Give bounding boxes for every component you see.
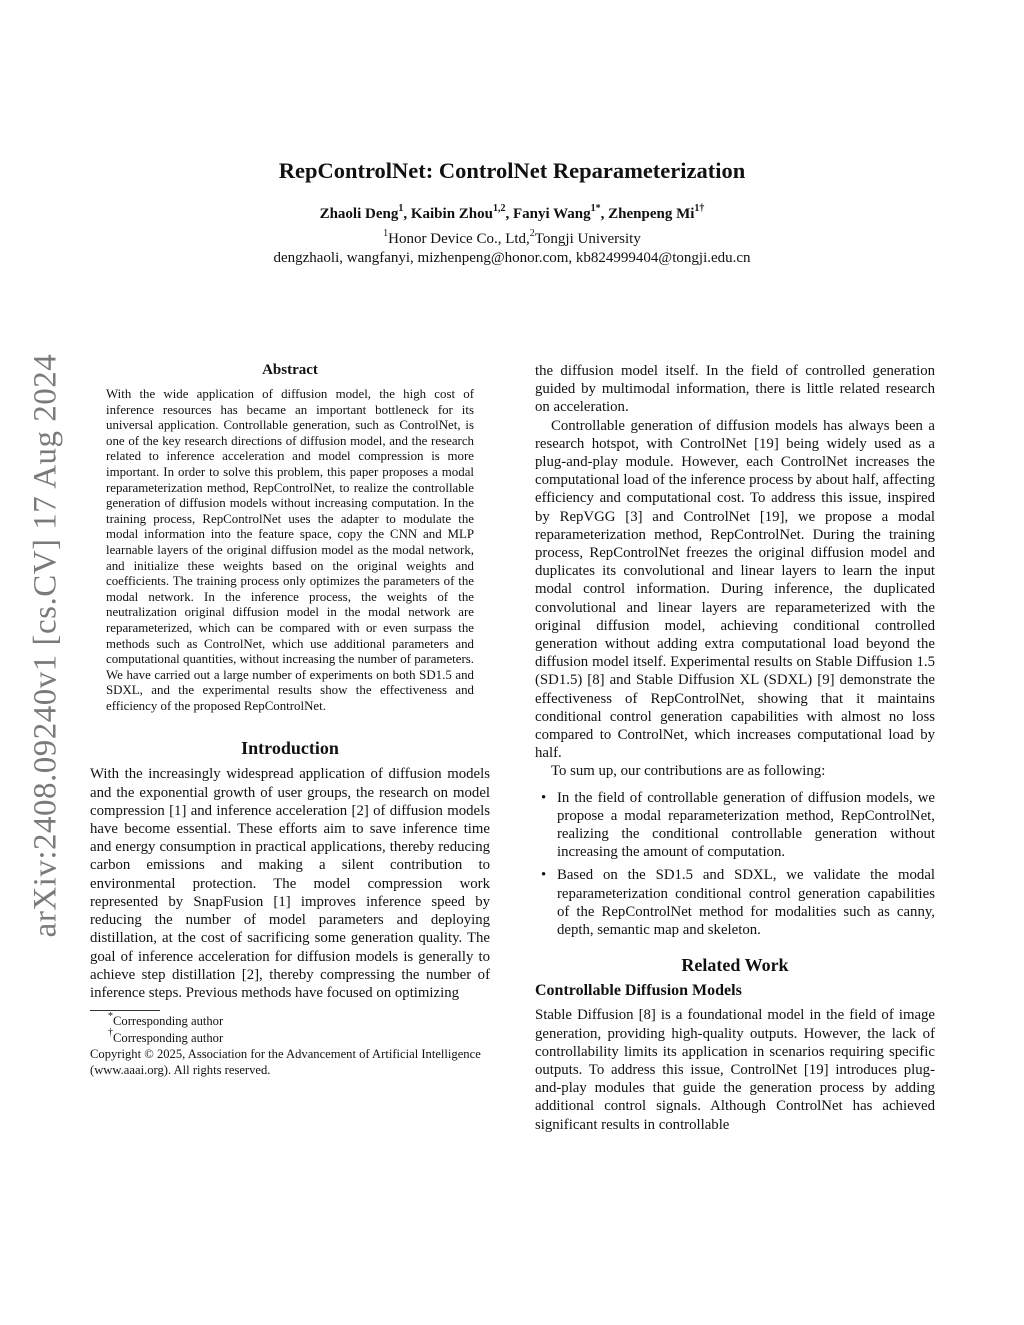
author-emails: dengzhaoli, wangfanyi, mizhenpeng@honor.com, kb824999404@tongji.edu.cn [273,250,751,266]
footnote-text: Corresponding author [113,1014,224,1029]
author-name: Kaibin Zhou [410,206,493,222]
body-paragraph: Controllable generation of diffusion models has always been a research hotspot, with ControlNet [19] being widely used as a plug-and-play module. However, each ControlNet increases the computational load of the inference process by about half, affecting efficiency and computational cost. To address this issue, inspired by RepVGG [3] and ControlNet [19], we propose a modal reparameterization method, RepControlNet. During the training process, RepControlNet freezes the original diffusion model and duplicates its convolutional and linear layers to learn the input modal control information. During inference, the duplicated convolutional and linear layers are reparameterized with the original diffusion model, achieving conditional controlled generation without adding extra computational load beyond the diffusion model itself. Experimental results on Stable Diffusion 1.5 (SD1.5) [8] and Stable Diffusion XL (SDXL) [9] demonstrate the effectiveness of RepControlNet, showing that it maintains conditional control generation capabilities with almost no loss compared to ControlNet, which increases computational load by half. [535,417,935,762]
subsection-heading: Controllable Diffusion Models [535,982,742,1000]
author-sup: 1,2 [492,203,506,214]
footnote-text: Corresponding author [113,1030,224,1045]
body-paragraph: Stable Diffusion [8] is a foundational model in the field of image generation, providing high-quality outputs. However, the lack of controllability limits its application in scenarios requiring specific outputs. To address this issue, ControlNet [19] introduces plug-and-play modules that guide the generation process by adding additional control signals. Although ControlNet has achieved significant results in controllable [535,1007,935,1133]
footnote-divider [90,1010,160,1011]
copyright-notice: Copyright © 2025, Association for the Advancement of Artificial Intelligence (www.aaai.org). All rights reserved. [90,1046,481,1078]
abstract-text: With the wide application of diffusion model, the high cost of inference resources has became an important bottleneck for its universal application. Controllable generation, such as ControlNet, is one of the key research directions of diffusion model, and the research related to inference acceleration and model compression is more important. In order to solve this problem, this paper proposes a modal reparameterization method, RepControlNet, to realize the controllable generation of diffusion models without increasing computation. In the training process, RepControlNet uses the adapter to modulate the modal information into the feature space, copy the CNN and MLP learnable layers of the original diffusion model as the modal network, and initialize these weights based on the original weights and coefficients. The training process only optimizes the parameters of the modal network. In the inference process, the weights of the neutralization original diffusion model in the modal network are reparameterized, which can be compared with or even surpass the methods such as ControlNet, which use additional parameters and computational quantities, without increasing the number of parameters. We have carried out a large number of experiments on both SD1.5 and SDXL, and the experimental results show the effectiveness and efficiency of the proposed RepControlNet. [106,387,474,713]
author-name: Fanyi Wang [512,206,591,222]
author-name: Zhaoli Deng [319,206,399,222]
introduction-paragraph: With the increasingly widespread application of diffusion models and the exponential growth of user groups, the research on model compression [1] and inference acceleration [2] of diffusion models have become essential. These efforts aim to save inference time and energy consumption in practical applications, thereby reducing carbon emissions and making a silent contribution to environmental protection. The model compression work represented by SnapFusion [1] improves inference speed by reducing the number of model parameters and deploying distillation, at the cost of sacrificing some generation quality. The goal of inference acceleration for diffusion models is generally to achieve step distillation [2], thereby compressing the number of inference steps. Previous methods have focused on optimizing [90,766,490,1001]
author-sup: 1 [398,203,404,214]
abstract-heading: Abstract [262,362,318,378]
footnote-mark: † [108,1027,113,1039]
related-work-heading: Related Work [681,955,789,976]
affiliations [0,230,1024,249]
paper-title: RepControlNet: ControlNet Reparameterization [278,158,746,183]
introduction-heading: Introduction [241,738,339,759]
arxiv-stamp-text: arXiv:2408.09240v1 [cs.CV] 17 Aug 2024 [27,353,64,937]
list-item: • Based on the SD1.5 and SDXL, we validate the modal reparameterization conditional control generation capabilities of the RepControlNet method for modalities such as canny, depth, semantic map and skeleton. [535,866,935,939]
list-item: • In the field of controllable generation of diffusion models, we propose a modal reparameterization method, RepControlNet, realizing the conditional controllable generation without increasing the amount of computation. [535,789,935,862]
paper-header [0,158,1024,268]
affil-sup: 2 [529,228,535,239]
author-sup: 1† [694,203,705,214]
author-sup: 1* [590,203,601,214]
author-name: Zhenpeng Mi [608,206,695,222]
affil-org: Tongji University [534,231,641,247]
contribution-list [535,789,935,940]
footnote-mark: * [108,1010,113,1022]
footnote-corresponding-2 [90,1027,490,1046]
affil-org: Honor Device Co., Ltd, [388,231,530,247]
body-paragraph: the diffusion model itself. In the field of controlled generation guided by multimodal information, there is little related research on acceleration. [535,363,935,416]
footnote-corresponding-1 [90,1010,490,1029]
arxiv-stamp [18,345,74,945]
author-list: Zhaoli Deng$^1$, Kaibin Zhou$^{1,2}$, Fanyi Wang$^{1*}$, Zhenpeng $Mi^{1\dagger}$ [319,203,705,222]
body-paragraph: To sum up, our contributions are as following: [551,763,826,780]
right-column [535,362,935,1134]
left-column [90,362,490,1079]
affil-sup: 1 [383,228,389,239]
